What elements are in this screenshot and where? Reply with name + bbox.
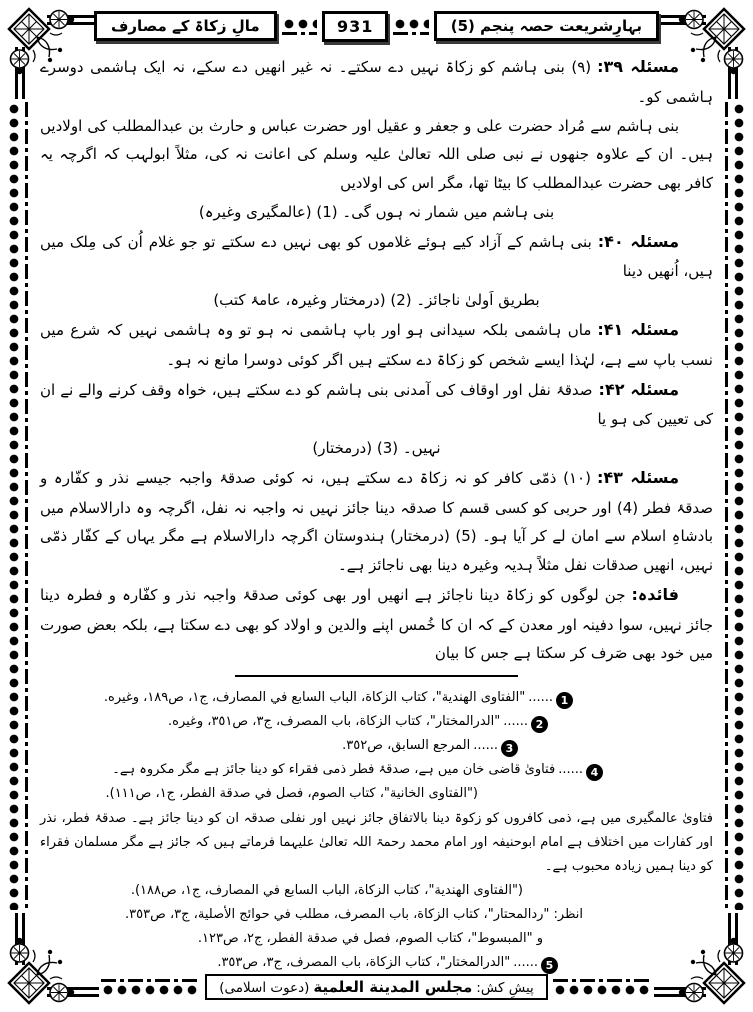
paragraph-text: (۱۰) ذمّی کافر کو نہ زکاۃ دے سکتے ہیں، نہ کوئی صدقۂ واجبہ جیسے نذر و کفّارہ و صدقۂ فطر (4) اور حربی کو کسی قسم کا صدقہ دینا جائز نہیں نہ واجبہ نہ نفل، اگرچہ وہ دارالاسلام میں بادشاہِ اسلام سے امان لے کر آیا ہو۔ (5) (درمختار) ہندوستان اگرچہ دارالاسلام ہے مگر یہاں کے کفّار ذمّی نہیں، انھیں صدقات نفل مثلاً ہدیہ وغیرہ دینا بھی ناجائز ہے۔ bbox=[40, 468, 714, 575]
footnote-dots: ...... bbox=[528, 690, 553, 706]
paragraph-text: صدقۂ نفل اور اوقاف کی آمدنی بنی ہاشم کو دے سکتے ہیں، خواہ وقف کرنے والے نے ان کی تعیین کی ہو یا bbox=[40, 380, 713, 429]
footnote-text: فتاویٰ قاضی خان میں ہے، صدقۂ فطر ذمی فقراء کو دینا جائز ہے مگر مکروہ ہے۔ bbox=[112, 762, 556, 778]
footnote-citation-line bbox=[40, 782, 478, 806]
dash-dot-rule bbox=[553, 979, 652, 982]
paragraph-text: بنی ہاشم سے مُراد حضرت علی و جعفر و عقیل اور حضرت عباس و حارث بن عبدالمطلب کی اولادیں ہیں۔ ان کے علاوہ جنھوں نے نبی صلی اللہ تعالیٰ علیہ وسلم کی اعانت نہ کی، مثلاً ابولہب کہ اگرچہ یہ کافر بھی حضرت عبدالمطلب کا بیٹا تھا، مگر اس کی اولادیں bbox=[40, 116, 713, 193]
footnote-text: فتاویٰ عالمگیری میں ہے، ذمی کافروں کو زکوۃ دینا بالاتفاق جائز نہیں اور نفلی صدقہ ان کو دینا جائز ہے۔ صدقۂ فطر، نذر اور کفارات میں اختلاف ہے امام ابوحنیفہ اور امام محمد رحمۃ اللہ تعالیٰ علیہما فرماتے ہیں کہ جائز ہے مگر مسلمان فقراء کو دینا ہمیں زیادہ محبوب ہے۔ bbox=[40, 810, 713, 874]
citation-line bbox=[40, 286, 713, 315]
masala-43-paragraph bbox=[40, 463, 713, 580]
citation-line bbox=[40, 198, 713, 227]
footnote-citation-line bbox=[40, 879, 523, 903]
masala-43-label: مسئلہ ۴۳: bbox=[596, 467, 679, 487]
page-footer bbox=[96, 968, 657, 1006]
bead-chain-icon bbox=[282, 18, 317, 30]
dash-dot-rule bbox=[725, 102, 728, 910]
page-number: 931 bbox=[322, 11, 388, 42]
footnote-dots: ...... bbox=[558, 762, 583, 778]
footnote-1-badge: 1 bbox=[556, 692, 573, 709]
masala-39-paragraph bbox=[40, 52, 713, 112]
footnote-line-2 bbox=[40, 710, 548, 734]
footnote-citation-line bbox=[40, 903, 583, 927]
footnote-text: انظر: "ردالمحتار"، كتاب الزكاة، باب المصرف، مطلب في حوائج الأصلية، ج٣، ص٣٥٣. bbox=[125, 906, 583, 922]
paragraph-text: ماں ہاشمی بلکہ سیدانی ہو اور باپ ہاشمی نہ ہو تو وہ ہاشمی نہیں کہ شرع میں نسب باپ سے ہے، لہٰذا ایسے شخص کو زکاۃ دے سکتے ہیں اگر کوئی دوسرا مانع نہ ہو۔ bbox=[40, 321, 713, 369]
header-chain bbox=[282, 18, 317, 35]
footnote-4-badge: 4 bbox=[586, 764, 603, 781]
dash-dot-rule bbox=[282, 32, 317, 35]
citation-line bbox=[40, 434, 713, 463]
footnote-text: و "المبسوط"، كتاب الصوم، فصل في صدقة الفطر، ج٢، ص١٢٣. bbox=[197, 930, 543, 946]
masala-42-label: مسئلہ ۴۲: bbox=[598, 379, 679, 399]
bead-chain-icon bbox=[8, 102, 20, 910]
footnote-text: "الفتاوى الهندية"، كتاب الزكاة، الباب السابع في المصارف، ج١، ص١٨٩، وغيره. bbox=[103, 690, 526, 706]
footnote-5-badge: 5 bbox=[541, 957, 558, 974]
paragraph-text: بنی ہاشم کے آزاد کیے ہوئے غلاموں کو بھی نہیں دے سکتے تو جو غلام اُن کی مِلک میں ہیں، اُنھیں دینا bbox=[40, 232, 713, 281]
publisher-credit-box bbox=[205, 974, 548, 1000]
paragraph-text: جن لوگوں کو زکاۃ دینا ناجائز ہے انھیں اور بھی کوئی صدقۂ واجبہ نذر و کفّارہ و فطرہ دینا جائز نہیں، سوا دفینہ اور معدن کے کہ ان کا خُمس اپنے والدین و اولاد کو بھی دے سکتا ہے، بلکہ بعض صورت میں خود بھی صَرف کر سکتا ہے جس کا بیان bbox=[40, 585, 713, 663]
paragraph-text: بطریق اَولیٰ ناجائز۔ (2) (درمختار وغیرہ، عامۂ کتب) bbox=[213, 291, 540, 310]
right-border-chain bbox=[725, 102, 745, 910]
paragraph-text: بنی ہاشم میں شمار نہ ہوں گی۔ (1) (عالمگیری وغیرہ) bbox=[198, 202, 555, 221]
footnote-separator bbox=[235, 675, 518, 677]
footnote-dots: ...... bbox=[513, 954, 538, 970]
masala-41-paragraph bbox=[40, 315, 713, 375]
bead-chain-icon bbox=[101, 984, 200, 996]
paragraph-text: نہیں۔ (3) (درمختار) bbox=[312, 439, 441, 458]
footnote-dots: ...... bbox=[473, 738, 498, 754]
bead-chain-icon bbox=[393, 18, 428, 30]
footnote-3-badge: 3 bbox=[501, 740, 518, 757]
footnote-text: المرجع السابق، ص٣٥٢. bbox=[342, 738, 471, 754]
footnote-text: "الدرالمختار"، كتاب الزكاة، باب المصرف، ج٣، ص٣٥١، وغيره. bbox=[168, 714, 501, 730]
footnote-citation-line bbox=[40, 927, 543, 951]
bead-chain-icon bbox=[733, 102, 745, 910]
page-header bbox=[94, 6, 659, 46]
page-body bbox=[40, 52, 714, 972]
faida-paragraph bbox=[40, 580, 713, 668]
credit-suffix: (دعوت اسلامی) bbox=[219, 980, 310, 996]
paragraph-text: (۹) بنی ہاشم کو زکاۃ نہیں دے سکتے۔ نہ غیر انھیں دے سکے، نہ ایک ہاشمی دوسرے ہاشمی کو۔ bbox=[40, 58, 713, 106]
left-border-chain bbox=[8, 102, 28, 910]
bead-chain-icon bbox=[553, 984, 652, 996]
masala-40-paragraph bbox=[40, 227, 713, 287]
footnote-line-4 bbox=[40, 758, 603, 782]
masala-39-label: مسئلہ ۳۹: bbox=[597, 57, 679, 76]
footnote-2-badge: 2 bbox=[531, 716, 548, 733]
dash-dot-rule bbox=[25, 102, 28, 910]
book-title-box: بہارِشریعت حصہ پنجم (5) bbox=[434, 11, 659, 41]
footnote-alamgiri-note bbox=[40, 807, 713, 879]
masala-40-label: مسئلہ ۴۰: bbox=[597, 231, 679, 251]
footnote-line-1 bbox=[40, 686, 573, 710]
header-chain bbox=[393, 18, 428, 35]
bani-hashim-explanation-paragraph bbox=[40, 112, 713, 198]
footer-chain bbox=[553, 979, 652, 996]
publisher-name: مجلس المدینة العلمیة bbox=[313, 978, 473, 996]
chapter-title-box: مالِ زکاۃ کے مصارف bbox=[94, 11, 277, 41]
footnote-text: ("الفتاوى الهندية"، كتاب الزكاة، الباب السابع في المصارف، ج١، ص١٨٨). bbox=[130, 882, 523, 898]
footnote-line-3 bbox=[40, 734, 518, 758]
dash-dot-rule bbox=[393, 32, 428, 35]
footnote-text: ("الفتاوى الخانية"، كتاب الصوم، فصل في صدقة الفطر، ج١، ص١١١). bbox=[105, 786, 478, 802]
credit-prefix: پیشِ کش: bbox=[476, 980, 534, 996]
footer-chain bbox=[101, 979, 200, 996]
footnote-text: "الدرالمختار"، كتاب الزكاة، باب المصرف، ج٣، ص٣٥٣. bbox=[217, 954, 511, 970]
footnote-dots: ...... bbox=[503, 714, 528, 730]
faida-label: فائدہ: bbox=[631, 584, 679, 604]
dash-dot-rule bbox=[101, 979, 200, 982]
masala-41-label: مسئلہ ۴۱: bbox=[597, 320, 679, 340]
masala-42-paragraph bbox=[40, 375, 713, 435]
